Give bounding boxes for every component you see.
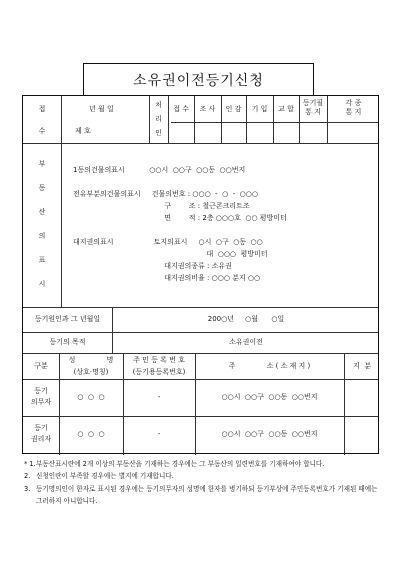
party-header-gubun: 구분 — [34, 362, 48, 370]
cheori-divider — [168, 96, 169, 143]
header-bottom-line — [23, 143, 378, 144]
cause-date-label: 등기원인과 그 년월일 — [34, 315, 101, 323]
header-in: 인 — [155, 129, 162, 137]
party-1-address: ○○시 ○○구 ○○동 ○○번지 — [221, 393, 318, 401]
header-notify-various: 각 종 통 지 — [345, 99, 362, 116]
application-form — [22, 95, 379, 454]
left-label-divider — [61, 96, 62, 307]
property-line-structure: 구 조 : 철근콘크리트조 — [73, 202, 250, 210]
party-2-reg-number: - — [157, 430, 161, 438]
party-header-address: 주 소 ( 소 재 지 ) — [228, 362, 311, 370]
col-divider-1 — [194, 96, 195, 143]
party-1-reg-number: - — [157, 393, 161, 401]
col-divider-3 — [246, 96, 247, 143]
header-cheori: 처 — [155, 101, 162, 109]
header-date: 년 월 일 — [89, 105, 114, 113]
header-ri: 리 — [155, 115, 162, 123]
party-2-name: ○ ○ ○ — [77, 430, 105, 438]
property-line-land-area: 대 ○○○ 평방미터 — [73, 250, 268, 258]
property-line-land: 대지권의표시 토지의표시 ○시 ○구 ○동 ○○ — [73, 238, 263, 246]
party-row-divider — [23, 416, 378, 417]
header-col-josa: 조 사 — [199, 105, 216, 113]
party-2-role-bottom: 권리자 — [30, 435, 52, 443]
notes-section — [22, 458, 379, 507]
col-divider-2 — [221, 96, 222, 143]
header-jeop: 접 — [38, 105, 46, 113]
party-2-role-top: 등기 — [34, 424, 48, 432]
purpose-label: 등기의 목적 — [49, 338, 86, 346]
party-header-name-sub: (상호·명칭) — [73, 368, 109, 376]
party-header-share: 지 분 — [353, 362, 371, 370]
header-row-divider — [171, 122, 378, 123]
party-header-bottom-line — [23, 379, 378, 380]
note-1 — [22, 458, 379, 470]
note-2 — [22, 470, 379, 482]
property-line-right-ratio: 대지권의비율 : ○○○ 분지 ○○ — [73, 274, 261, 282]
header-col-ingam: 인 감 — [225, 105, 242, 113]
header-col-jeopsu: 접 수 — [173, 105, 189, 113]
property-line-right-type: 대지권의종류 : 소유권 — [73, 262, 232, 270]
property-label-char-1: 부 — [38, 160, 46, 168]
note-3 — [22, 483, 379, 508]
party-header-reg-sub: (등기용등록번호) — [132, 368, 186, 376]
property-label-char-5: 표 — [38, 256, 46, 264]
header-col-gyohap: 교 합 — [278, 105, 294, 113]
note-1-number: * 1. — [24, 460, 36, 468]
header-col-giip: 기 입 — [251, 105, 268, 113]
party-header-reg: 주 민 등 록 번 호 — [133, 356, 185, 364]
party-1-role-bottom: 의무자 — [30, 398, 52, 406]
note-1-text: 부동산표시란에 2개 이상의 부동산을 기재하는 경우에는 그 부동산의 일련번호를 기재하여야 합니다. — [36, 460, 325, 468]
party-header-name: 성 명 — [68, 356, 114, 364]
party-1-name: ○ ○ ○ — [77, 393, 105, 401]
purpose-value: 소유권이전 — [229, 338, 263, 346]
cause-divider — [112, 307, 113, 353]
property-bottom-line — [23, 307, 378, 308]
property-label-char-4: 의 — [38, 232, 46, 240]
party-2-address: ○○시 ○○구 ○○동 ○○번지 — [221, 430, 318, 438]
property-label-char-6: 시 — [38, 280, 46, 288]
property-label-char-3: 산 — [38, 208, 46, 216]
note-2-text: 신청인란이 부족할 경우에는 별지에 기재합니다. — [36, 472, 174, 481]
note-3-text: 등기명의인이 한자로 표시된 경우에는 등기의무자의 성명에 한자를 병기하되 등기부상에 주민등록번호가 기재된 때에는 그러하지 아니합니다. — [36, 484, 378, 505]
header-su: 수 — [38, 127, 46, 135]
property-line-unit-number: 전유부분의건물의표시 건물의번호 : ○○○ - ○ - ○○○ — [73, 190, 258, 198]
form-title: 소유권이전등기신청 — [83, 63, 314, 96]
note-2-number: 2. — [24, 472, 31, 481]
property-label-char-2: 동 — [38, 184, 46, 192]
header-notify-complete: 등기필 통 지 — [302, 99, 324, 116]
cause-date-value: 200○년 ○월 ○일 — [207, 315, 285, 323]
purpose-bottom-line — [23, 353, 378, 354]
cause-bottom-line — [23, 332, 378, 333]
col-divider-4 — [273, 96, 274, 143]
party-1-role-top: 등기 — [34, 387, 48, 395]
property-line-building: 1동의건물의표시 ○○시 ○○구 ○○동 ○○번지 — [73, 166, 246, 174]
property-line-area: 면 적 : 2층 ○○○호 ○○ 평방미터 — [73, 214, 287, 222]
header-number: 제 호 — [75, 127, 91, 135]
note-3-number: 3. — [24, 484, 31, 493]
